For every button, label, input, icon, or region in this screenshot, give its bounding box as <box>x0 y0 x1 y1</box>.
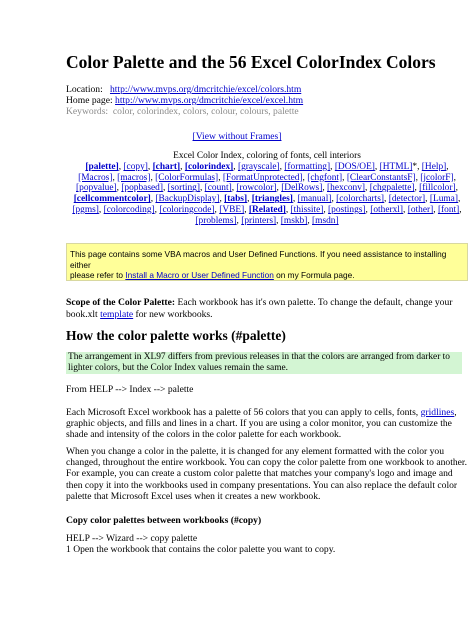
nav-link-help[interactable]: [Help] <box>421 161 447 172</box>
nav-link-suffix: * <box>412 161 418 172</box>
nav-link-otherxl[interactable]: [otherxl] <box>370 204 404 215</box>
nav-link-chgfont[interactable]: [chgfont] <box>307 172 343 183</box>
palette-paragraph <box>66 407 468 441</box>
scope-text: Each workbook has it's own palette. To change the default, change your book.xlt <box>66 297 453 320</box>
nav-link-font[interactable]: [font] <box>437 204 460 215</box>
color-index-nav <box>66 151 468 227</box>
scope-text-end: for new workbooks. <box>133 308 213 320</box>
nav-link-luma[interactable]: [Luma] <box>429 194 458 205</box>
nav-link-manual[interactable]: [manual] <box>297 194 332 205</box>
color-index-links: [palette], [copy], [chart], [colorindex], [grayscale], [formatting], [DOS/OE], [HTML]*, [Help], [Macros], [macros], [ColorFormulas], [FormatUnprotected], [chgfont], [ClearConstantsF], [jcolorF], [popvalue], [popbased], [sorting], [count], [rowcolor], [DelRows], [hexconv], [chgpalette], [fillcolor], [cellcommentcolor], [BackupDisplay], [tabs], [triangles], [manual], [colorcharts], [detector], [Luma], [pgms], [colorcoding], [coloringcode], [VBE], [Related], [thissite], [postings], [otherxl], [other], [font], [problems], [printers], [mskb], [msdn] <box>72 161 462 226</box>
nav-link-formatting[interactable]: [formatting] <box>284 161 331 172</box>
from-help-line: From HELP --> Index --> palette <box>66 384 194 395</box>
xl97-note: The arrangement in XL97 differs from previous releases in that the colors are arranged from darker to lighter colors, but the Color Index values remain the same. <box>66 352 462 374</box>
nav-link-copy[interactable]: [copy] <box>123 161 148 172</box>
view-without-frames-link[interactable]: [View without Frames] <box>192 131 282 142</box>
nav-link-tabs[interactable]: [tabs] <box>224 194 248 205</box>
color-index-intro: Excel Color Index, coloring of fonts, cell interiors <box>173 151 361 161</box>
keywords-label: Keywords: <box>66 106 109 117</box>
nav-link-coloringcode[interactable]: [coloringcode] <box>159 204 215 215</box>
nav-link-fillcolor[interactable]: [fillcolor] <box>419 183 456 194</box>
scope-paragraph <box>66 297 468 320</box>
notice-line1: This page contains some VBA macros and User Defined Functions. If you need assistance to installing either <box>70 249 447 270</box>
nav-link-count[interactable]: [count] <box>204 183 232 194</box>
location-line <box>66 84 303 95</box>
scope-label: Scope of the Color Palette: <box>66 297 176 308</box>
nav-link-cellcommentcolor[interactable]: [cellcommentcolor] <box>73 194 151 205</box>
location-label: Location: <box>66 84 103 95</box>
view-without-frames <box>0 131 474 142</box>
nav-link-chgpalette[interactable]: [chgpalette] <box>369 183 415 194</box>
nav-link-macros[interactable]: [Macros] <box>78 172 113 183</box>
nav-link-msdn[interactable]: [msdn] <box>312 215 339 226</box>
nav-link-postings[interactable]: [postings] <box>328 204 366 215</box>
nav-link-printers[interactable]: [printers] <box>241 215 277 226</box>
section-heading-palette: How the color palette works (#palette) <box>66 328 286 343</box>
nav-link-palette[interactable]: [palette] <box>85 161 119 172</box>
nav-link-pgms[interactable]: [pgms] <box>72 204 99 215</box>
page-title: Color Palette and the 56 Excel ColorIndex Colors <box>66 52 436 72</box>
keywords-text: color, colorindex, colors, colour, colours, palette <box>112 106 299 117</box>
notice-text-end: on my Formula page. <box>273 270 355 280</box>
homepage-link[interactable]: http://www.mvps.org/dmcritchie/excel/excel.htm <box>115 95 304 106</box>
page-meta <box>66 84 303 117</box>
notice-text: please refer to <box>70 270 126 280</box>
wizard-line: HELP --> Wizard --> copy palette <box>66 533 198 544</box>
nav-link-hexconv[interactable]: [hexconv] <box>327 183 366 194</box>
nav-link-sorting[interactable]: [sorting] <box>167 183 200 194</box>
nav-link-related[interactable]: [Related] <box>248 204 286 215</box>
nav-link-jcolorf[interactable]: [jcolorF] <box>420 172 454 183</box>
nav-link-thissite[interactable]: [thissite] <box>290 204 324 215</box>
nav-link-macros[interactable]: [macros] <box>117 172 151 183</box>
palette-text: Each Microsoft Excel workbook has a palette of 56 colors that you can apply to cells, fonts, <box>66 407 421 418</box>
keywords-line <box>66 106 303 117</box>
nav-link-popvalue[interactable]: [popvalue] <box>76 183 117 194</box>
template-link[interactable]: template <box>100 308 134 320</box>
gridlines-link[interactable]: gridlines <box>420 407 455 418</box>
nav-link-problems[interactable]: [problems] <box>195 215 237 226</box>
nav-link-clearconstantsf[interactable]: [ClearConstantsF] <box>346 172 416 183</box>
notice-line2 <box>70 270 463 281</box>
nav-link-colorcharts[interactable]: [colorcharts] <box>336 194 385 205</box>
nav-link-mskb[interactable]: [mskb] <box>280 215 308 226</box>
nav-link-formatunprotected[interactable]: [FormatUnprotected] <box>222 172 303 183</box>
nav-link-popbased[interactable]: [popbased] <box>121 183 163 194</box>
nav-link-triangles[interactable]: [triangles] <box>251 194 293 205</box>
nav-link-html[interactable]: [HTML] <box>379 161 413 172</box>
change-color-paragraph: When you change a color in the palette, it is changed for any element formatted with the color you changed, throughout the entire workbook. You can copy the color palette from one workbook to another. For example, you can create a custom color palette that matches your company's logo and image and then copy it into the workbooks used in company presentations. You can also replace the default color palette that Microsoft Excel uses when it creates a new workbook. <box>66 446 467 502</box>
homepage-label: Home page: <box>66 95 113 106</box>
location-link[interactable]: http://www.mvps.org/dmcritchie/excel/colors.htm <box>109 84 302 95</box>
nav-link-colorindex[interactable]: [colorindex] <box>184 161 234 172</box>
nav-link-backupdisplay[interactable]: [BackupDisplay] <box>155 194 220 205</box>
vba-notice-box <box>66 243 468 281</box>
install-macro-link[interactable]: Install a Macro or User Defined Function <box>125 270 274 280</box>
copy-heading: Copy color palettes between workbooks (#copy) <box>66 515 262 526</box>
homepage-line <box>66 95 303 106</box>
nav-link-vbe[interactable]: [VBE] <box>219 204 245 215</box>
nav-link-delrows[interactable]: [DelRows] <box>281 183 323 194</box>
palette-text-end: , graphic objects, and fills and lines in a chart. If you are using a color monitor, you can customize the shade and intensity of the colors in the color palette for each workbook. <box>66 407 457 441</box>
nav-link-chart[interactable]: [chart] <box>152 161 181 172</box>
nav-link-grayscale[interactable]: [grayscale] <box>237 161 280 172</box>
nav-link-colorcoding[interactable]: [colorcoding] <box>103 204 155 215</box>
nav-link-dosoe[interactable]: [DOS/OE] <box>334 161 375 172</box>
nav-link-colorformulas[interactable]: [ColorFormulas] <box>155 172 219 183</box>
nav-link-rowcolor[interactable]: [rowcolor] <box>236 183 277 194</box>
step-1: 1 Open the workbook that contains the color palette you want to copy. <box>66 544 336 555</box>
nav-link-detector[interactable]: [detector] <box>388 194 426 205</box>
nav-link-other[interactable]: [other] <box>407 204 434 215</box>
